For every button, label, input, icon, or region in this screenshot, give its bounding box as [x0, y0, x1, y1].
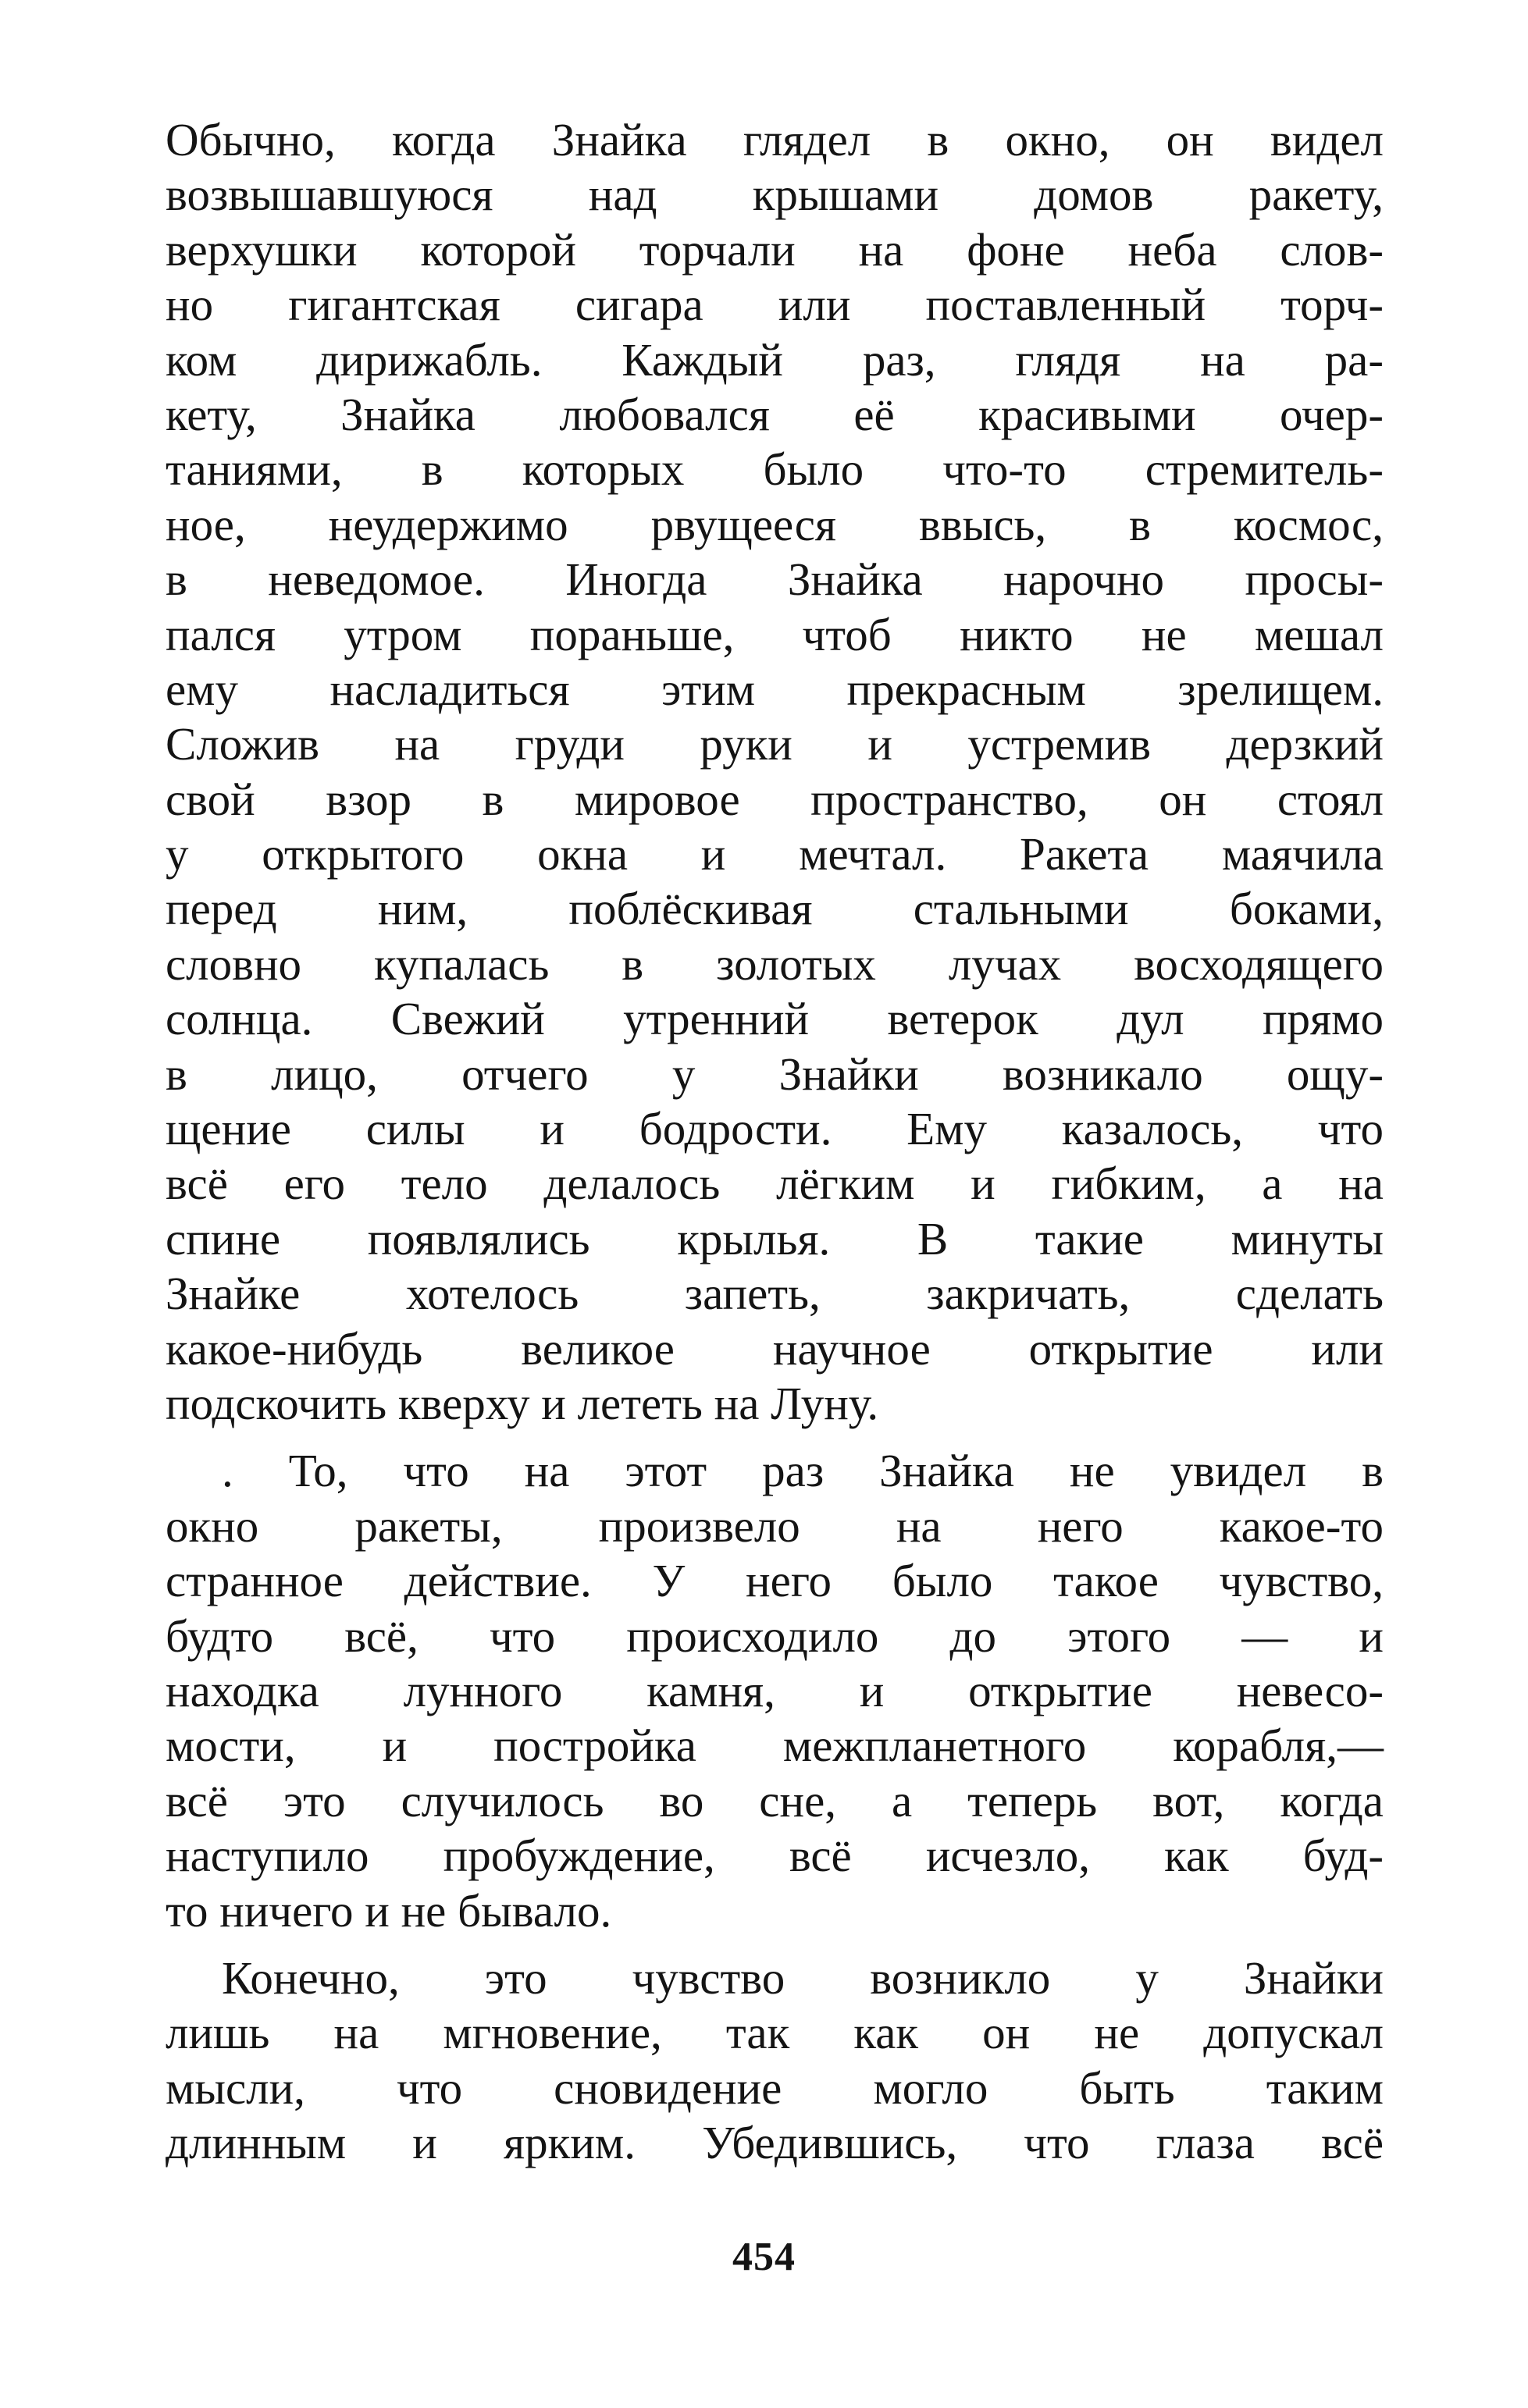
text-line: пался утром пораньше, чтоб никто не мешал	[166, 608, 1384, 660]
text-line: в неведомое. Иногда Знайка нарочно просы-	[166, 553, 1384, 606]
text-line: спине появлялись крылья. В такие минуты	[166, 1212, 1384, 1264]
text-line: ему насладиться этим прекрасным зрелищем.	[166, 663, 1384, 715]
text-line: лишь на мгновение, так как он не допускал	[166, 2007, 1384, 2059]
paragraph-1	[166, 112, 1384, 1431]
text-line: в лицо, отчего у Знайки возникало ощу-	[166, 1047, 1384, 1100]
paragraph-gap	[166, 1431, 1384, 1443]
text-line: мости, и постройка межпланетного корабля,—	[166, 1720, 1384, 1772]
text-line: верхушки которой торчали на фоне неба слов-	[166, 223, 1384, 276]
text-line: длинным и ярким. Убедившись, что глаза всё	[166, 2117, 1384, 2169]
text-line: то ничего и не бывало.	[166, 1884, 612, 1937]
text-line: мысли, что сновидение могло быть таким	[166, 2061, 1384, 2114]
text-line: возвышавшуюся над крышами домов ракету,	[166, 169, 1384, 221]
text-line: странное действие. У него было такое чувство,	[166, 1555, 1384, 1607]
text-line: подскочить кверху и лететь на Луну.	[166, 1377, 879, 1429]
page-text	[166, 112, 1384, 2170]
text-line: щение силы и бодрости. Ему казалось, что	[166, 1103, 1384, 1155]
text-line: Знайке хотелось запеть, закричать, сделать	[166, 1268, 1384, 1320]
paragraph-2	[166, 1443, 1384, 1938]
text-line: Конечно, это чувство возникло у Знайки	[222, 1951, 1384, 2004]
text-line: перед ним, поблёскивая стальными боками,	[166, 883, 1384, 935]
text-line: . То, что на этот раз Знайка не увидел в	[222, 1445, 1384, 1497]
text-line: всё это случилось во сне, а теперь вот, когда	[166, 1774, 1384, 1826]
text-line: окно ракеты, произвело на него какое-то	[166, 1499, 1384, 1552]
text-line: свой взор в мировое пространство, он стоял	[166, 773, 1384, 825]
text-line: словно купалась в золотых лучах восходящего	[166, 937, 1384, 990]
text-line: солнца. Свежий утренний ветерок дул прямо	[166, 993, 1384, 1045]
text-line: Сложив на груди руки и устремив дерзкий	[166, 718, 1384, 770]
paragraph-3	[166, 1951, 1384, 2171]
text-line: у открытого окна и мечтал. Ракета маячила	[166, 828, 1384, 880]
text-line: находка лунного камня, и открытие невесо-	[166, 1664, 1384, 1716]
text-line: таниями, в которых было что-то стремитель-	[166, 443, 1384, 496]
text-line: какое-нибудь великое научное открытие или	[166, 1322, 1384, 1375]
text-line: но гигантская сигара или поставленный торч-	[166, 279, 1384, 331]
text-line: ное, неудержимо рвущееся ввысь, в космос,	[166, 498, 1384, 550]
text-line: будто всё, что происходило до этого — и	[166, 1609, 1384, 1662]
text-line: всё его тело делалось лёгким и гибким, а на	[166, 1158, 1384, 1210]
text-line: Обычно, когда Знайка глядел в окно, он видел	[166, 114, 1384, 165]
text-line: наступило пробуждение, всё исчезло, как буд-	[166, 1830, 1384, 1882]
text-line: ком дирижабль. Каждый раз, глядя на ра-	[166, 333, 1384, 386]
page-number: 454	[732, 2235, 796, 2279]
text-line: кету, Знайка любовался её красивыми очер-	[166, 388, 1384, 440]
paragraph-gap	[166, 1938, 1384, 1951]
